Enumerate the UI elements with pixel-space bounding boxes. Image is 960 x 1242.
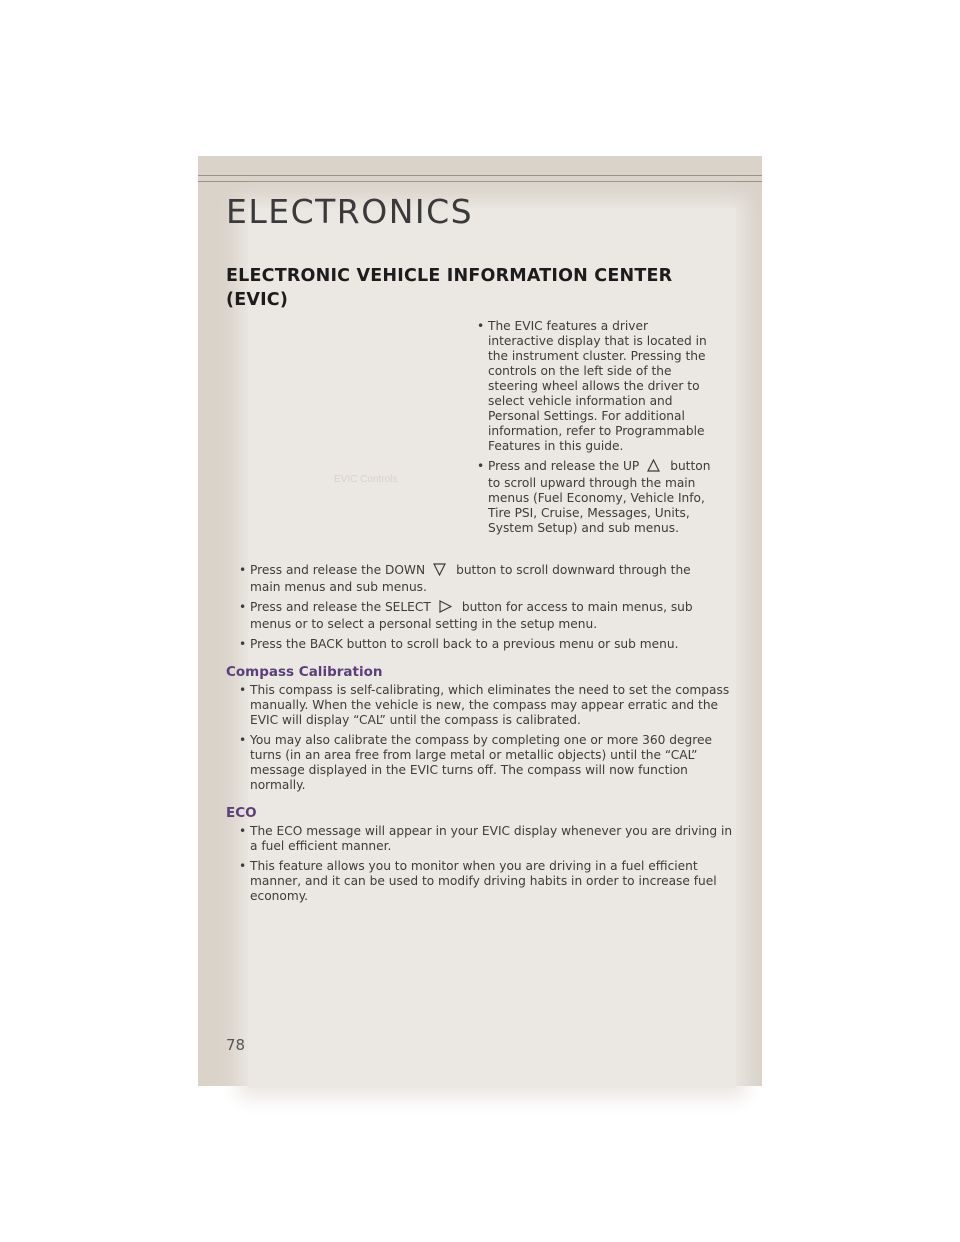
right-triangle-icon (439, 600, 452, 617)
eco-heading: ECO (226, 805, 257, 821)
list-item: • This feature allows you to monitor when you are driving in a fuel efficient manner, and it can be used to modify driving habits in order to increase fuel economy. (226, 859, 738, 904)
up-triangle-icon (647, 459, 660, 476)
list-item-back: • Press the BACK button to scroll back to a previous menu or sub menu. (226, 637, 716, 652)
intro-block (226, 315, 738, 561)
menu-button-list (226, 563, 716, 652)
image-caption: EVIC Controls (334, 474, 398, 485)
page-number: 78 (226, 1036, 246, 1054)
up-text-before: Press and release the UP (488, 459, 640, 473)
list-item-up (464, 459, 712, 536)
list-item: • The EVIC features a driver interactive display that is located in the instrument cluster. Pressing the controls on the left side of the steering wheel allows the driver to select vehicle information and Personal Settings. For additional information, refer to Programmable Features in this guide. (464, 319, 712, 454)
select-text-after: button for access to main menus, sub menus or to select a personal setting in the setup menu. (250, 600, 693, 631)
list-item-down (226, 563, 716, 595)
select-text-before: Press and release the SELECT (250, 600, 431, 614)
down-text-after: button to scroll downward through the main menus and sub menus. (250, 563, 691, 594)
evic-controls-image (250, 321, 470, 491)
intro-list (464, 319, 712, 541)
eco-list (226, 824, 738, 904)
compass-calibration-heading: Compass Calibration (226, 664, 383, 680)
down-text-before: Press and release the DOWN (250, 563, 426, 577)
up-text-after: button to scroll upward through the main menus (Fuel Economy, Vehicle Info, Tire PSI, Cruise, Messages, Units, System Setup) and sub menus. (488, 459, 711, 535)
manual-page (198, 156, 762, 1086)
list-item: • You may also calibrate the compass by completing one or more 360 degree turns (in an area free from large metal or metallic objects) until the “CAL” message displayed in the EVIC turns off. The compass will now function normally. (226, 733, 738, 793)
compass-list (226, 683, 738, 793)
down-triangle-icon (433, 563, 446, 580)
page-heading: ELECTRONIC VEHICLE INFORMATION CENTER (EVIC) (226, 266, 673, 310)
list-item-select (226, 600, 716, 632)
page-content (226, 264, 738, 909)
top-rule (198, 175, 762, 176)
list-item: • The ECO message will appear in your EVIC display whenever you are driving in a fuel efficient manner. (226, 824, 738, 854)
top-rule-secondary (198, 181, 762, 182)
section-title: ELECTRONICS (226, 192, 474, 231)
list-item: • This compass is self-calibrating, which eliminates the need to set the compass manually. When the vehicle is new, the compass may appear erratic and the EVIC will display “CAL” until the compass is calibrated. (226, 683, 738, 728)
